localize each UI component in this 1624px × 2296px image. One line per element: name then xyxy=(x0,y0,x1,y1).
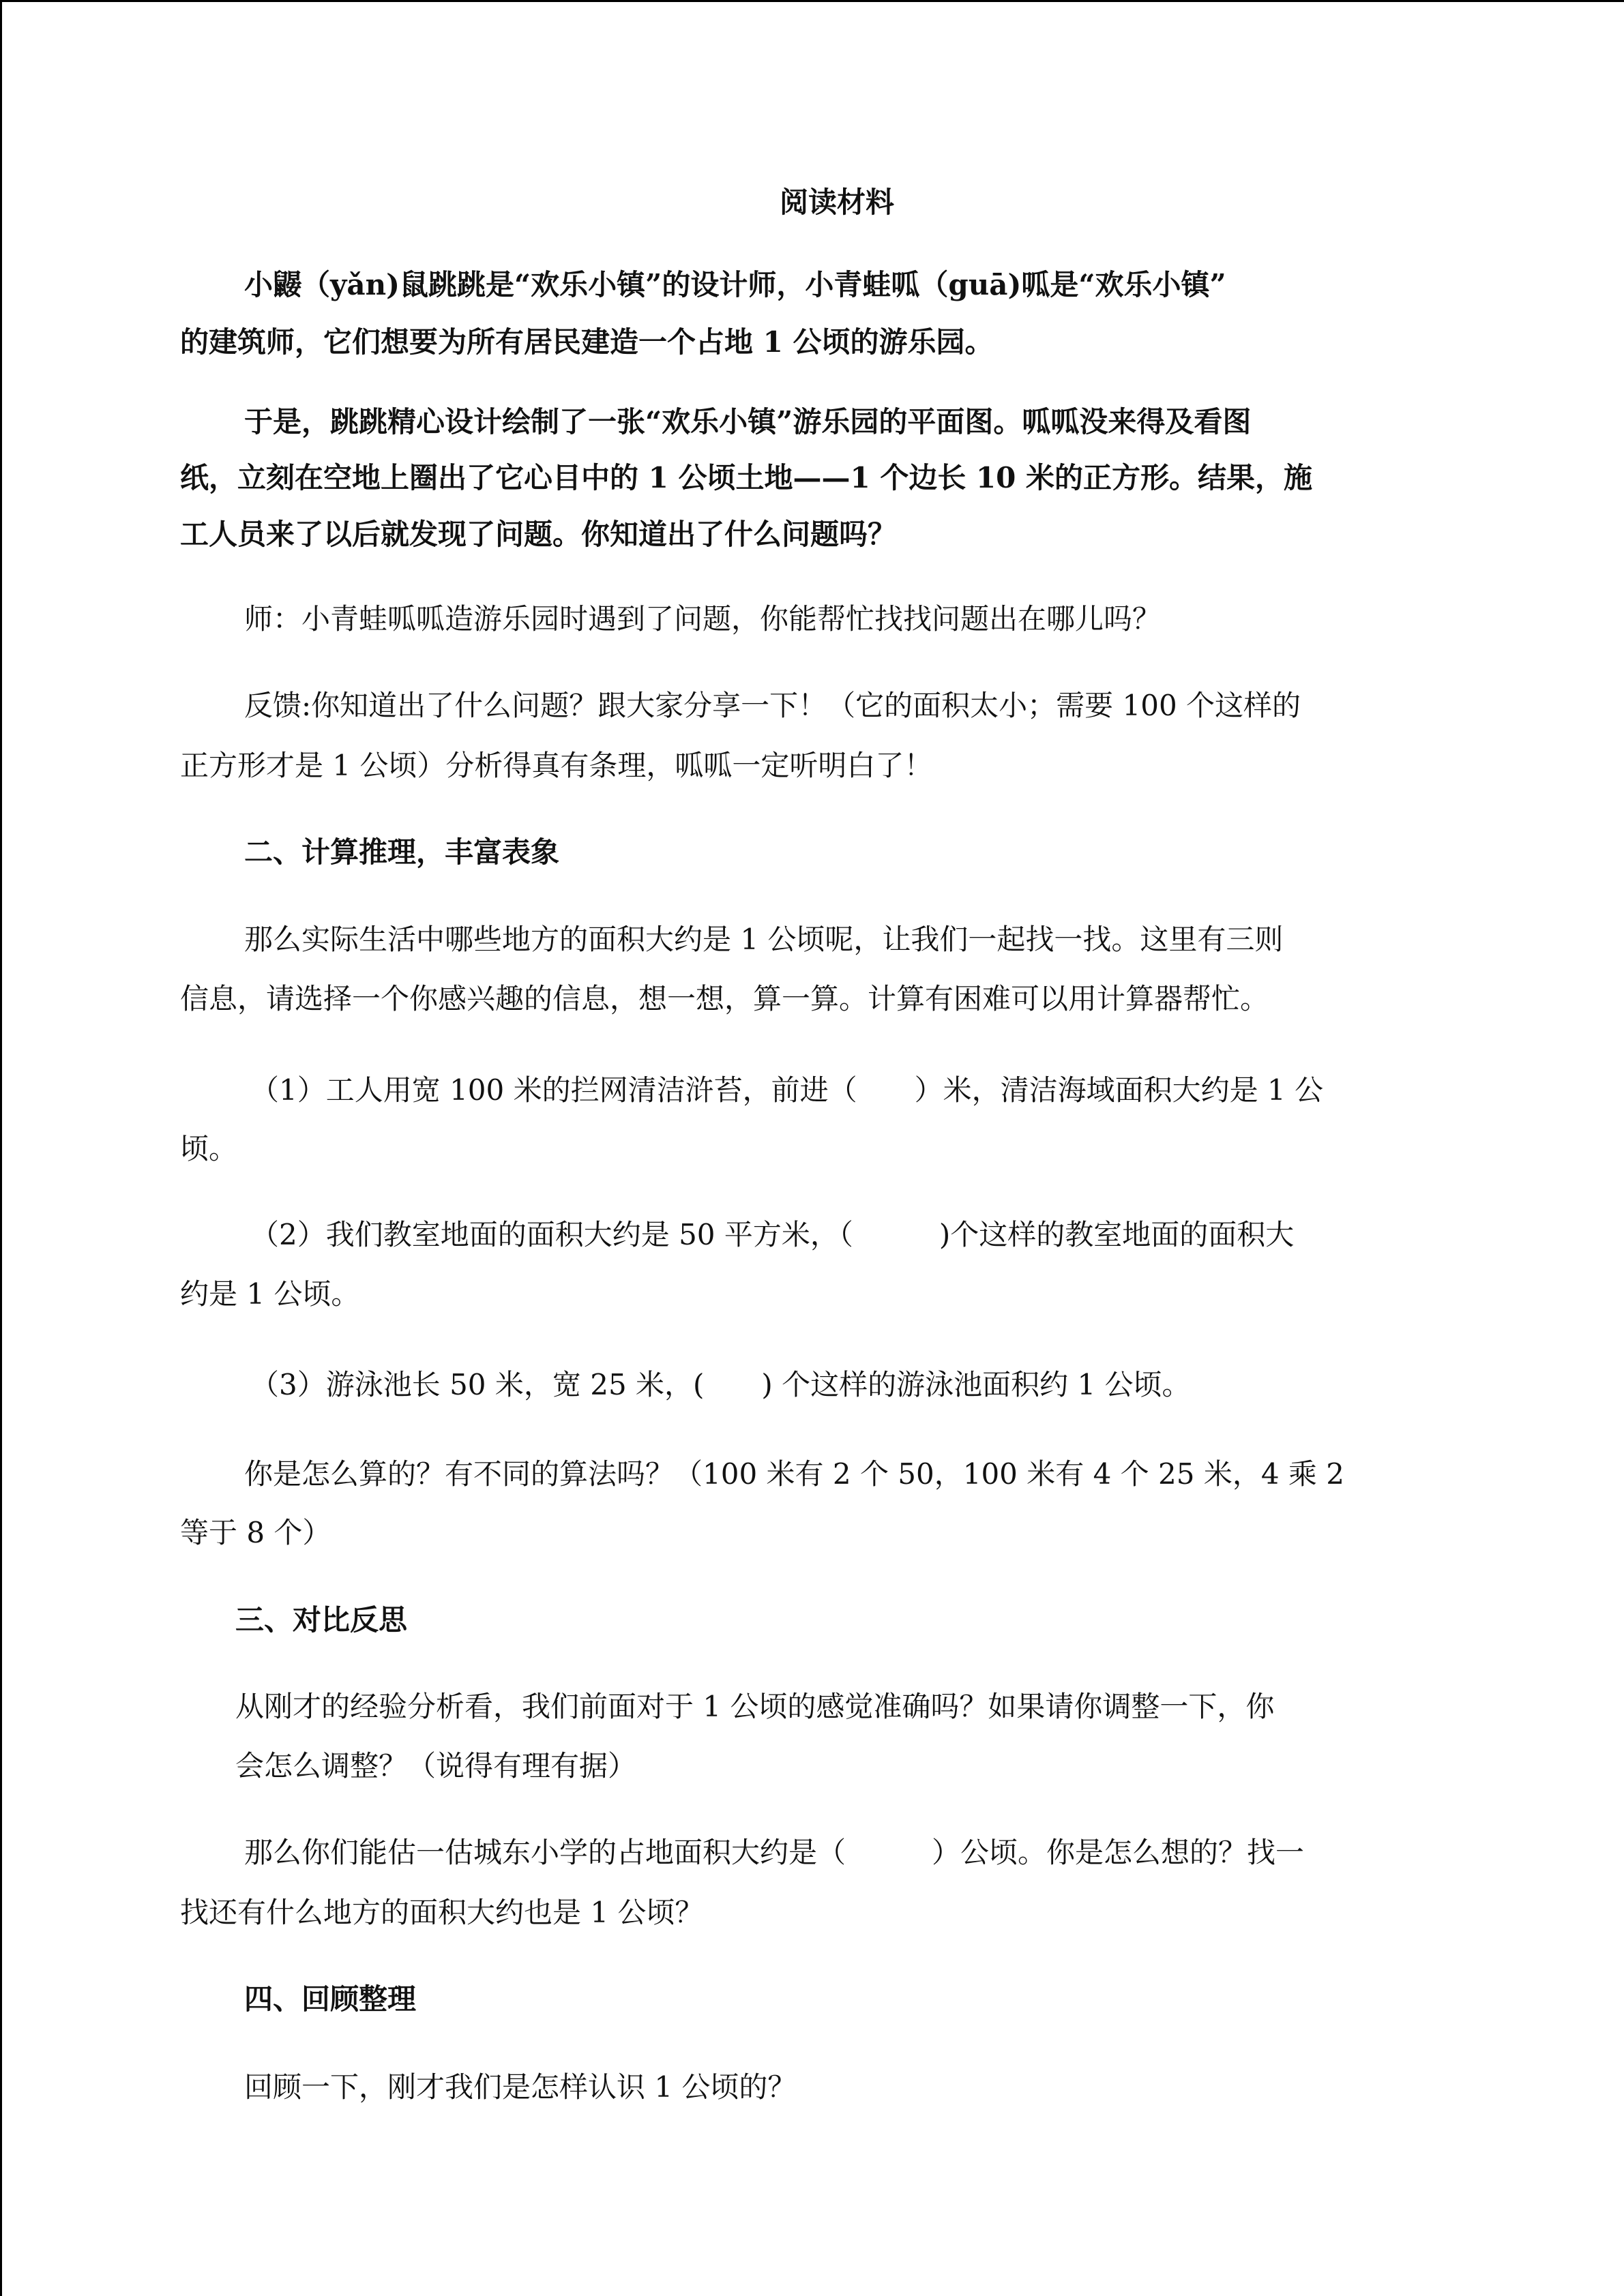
feedback-line-1: 反馈:你知道出了什么问题？跟大家分享一下！（它的面积太小；需要 100 个这样的 xyxy=(244,689,1301,722)
intro-p1-line-2: 的建筑师，它们想要为所有居民建造一个占地 1 公顷的游乐园。 xyxy=(180,325,994,359)
teacher-question: 师：小青蛙呱呱造游乐园时遇到了问题，你能帮忙找找问题出在哪儿吗？ xyxy=(244,602,1162,636)
feedback-line-2: 正方形才是 1 公顷）分析得真有条理，呱呱一定听明白了！ xyxy=(180,749,933,782)
method-line-1: 你是怎么算的？有不同的算法吗？（100 米有 2 个 50，100 米有 4 个 25 米，4 乘 2 xyxy=(244,1457,1344,1491)
intro-p2-line-3: 工人员来了以后就发现了问题。你知道出了什么问题吗？ xyxy=(180,518,897,551)
item1-line-1: （1）工人用宽 100 米的拦网清洁浒苔，前进（ ）米，清洁海域面积大约是 1 公 xyxy=(250,1073,1324,1107)
page-title: 阅读材料 xyxy=(780,185,895,219)
estimate-line-2: 找还有什么地方的面积大约也是 1 公顷？ xyxy=(180,1896,704,1929)
section2-heading: 二、计算推理，丰富表象 xyxy=(244,835,560,869)
section2-intro-line-2: 信息，请选择一个你感兴趣的信息，想一想，算一算。计算有困难可以用计算器帮忙。 xyxy=(180,982,1269,1015)
section3-heading: 三、对比反思 xyxy=(235,1603,408,1637)
item3: （3）游泳池长 50 米，宽 25 米，( ) 个这样的游泳池面积约 1 公顷。 xyxy=(250,1368,1191,1401)
intro-p1-line-1: 小鼹（yǎn)鼠跳跳是“欢乐小镇”的设计师，小青蛙呱（guā)呱是“欢乐小镇” xyxy=(244,268,1226,301)
method-line-2: 等于 8 个） xyxy=(180,1516,331,1549)
reflect-line-2: 会怎么调整？（说得有理有据） xyxy=(235,1749,637,1783)
item1-line-2: 顷。 xyxy=(180,1132,238,1165)
reflect-line-1: 从刚才的经验分析看，我们前面对于 1 公顷的感觉准确吗？如果请你调整一下，你 xyxy=(235,1690,1275,1723)
review-question: 回顾一下，刚才我们是怎样认识 1 公顷的？ xyxy=(244,2070,797,2104)
intro-p2-line-2: 纸，立刻在空地上圈出了它心目中的 1 公顷土地——1 个边长 10 米的正方形。结果，施 xyxy=(180,461,1313,494)
item2-line-1: （2）我们教室地面的面积大约是 50 平方米，（ )个这样的教室地面的面积大 xyxy=(250,1218,1295,1251)
item2-line-2: 约是 1 公顷。 xyxy=(180,1277,360,1311)
section2-intro-line-1: 那么实际生活中哪些地方的面积大约是 1 公顷呢，让我们一起找一找。这里有三则 xyxy=(244,923,1284,956)
estimate-line-1: 那么你们能估一估城东小学的占地面积大约是（ ）公顷。你是怎么想的？找一 xyxy=(244,1836,1305,1869)
section4-heading: 四、回顾整理 xyxy=(244,1982,417,2016)
intro-p2-line-1: 于是，跳跳精心设计绘制了一张“欢乐小镇”游乐园的平面图。呱呱没来得及看图 xyxy=(244,405,1252,438)
